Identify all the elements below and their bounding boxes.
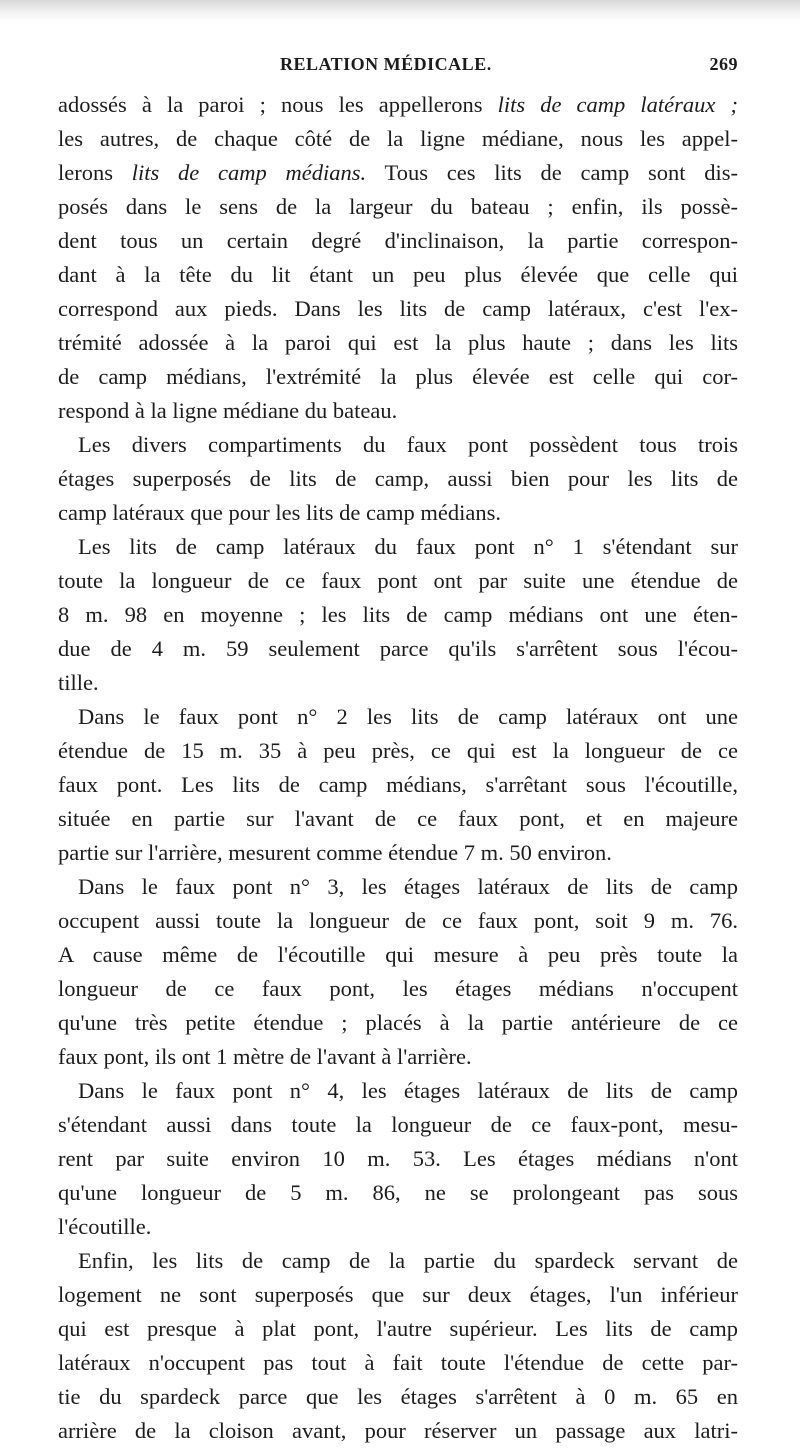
- text-line: Enfin, les lits de camp de la partie du spardeck servant de: [78, 1248, 738, 1273]
- text-line: correspond aux pieds. Dans les lits de camp latéraux, c'est l'ex-: [58, 296, 738, 321]
- text-line: occupent aussi toute la longueur de ce faux pont, soit 9 m. 76.: [58, 908, 738, 933]
- text-line: posés dans le sens de la largeur du bateau ; enfin, ils possè-: [58, 194, 738, 219]
- text-line: partie sur l'arrière, mesurent comme étendue 7 m. 50 environ.: [58, 840, 612, 865]
- text-line: tille.: [58, 670, 99, 695]
- text-line: camp latéraux que pour les lits de camp médians.: [58, 500, 501, 525]
- text-line: latéraux n'occupent pas tout à fait toute l'étendue de cette par-: [58, 1350, 738, 1375]
- text-line: située en partie sur l'avant de ce faux pont, et en majeure: [58, 806, 738, 831]
- running-head: [58, 54, 738, 84]
- body-text: [58, 88, 738, 1448]
- text-line: Dans le faux pont n° 3, les étages latéraux de lits de camp: [78, 874, 738, 899]
- text-line: Dans le faux pont n° 4, les étages latéraux de lits de camp: [78, 1078, 738, 1103]
- text-line: dant à la tête du lit étant un peu plus élevée que celle qui: [58, 262, 738, 287]
- text-line: tie du spardeck parce que les étages s'arrêtent à 0 m. 65 en: [58, 1384, 738, 1409]
- italic-term: lits de camp latéraux ;: [497, 92, 738, 117]
- text-line: faux pont, ils ont 1 mètre de l'avant à l'arrière.: [58, 1044, 472, 1069]
- italic-term: lits de camp médians.: [131, 160, 367, 185]
- text-line: étendue de 15 m. 35 à peu près, ce qui est la longueur de ce: [58, 738, 738, 763]
- text-line: étages superposés de lits de camp, aussi bien pour les lits de: [58, 466, 738, 491]
- text-line: 8 m. 98 en moyenne ; les lits de camp médians ont une éten-: [58, 602, 738, 627]
- text-line: toute la longueur de ce faux pont ont par suite une étendue de: [58, 568, 738, 593]
- text-line: Dans le faux pont n° 2 les lits de camp latéraux ont une: [78, 704, 738, 729]
- text-line: due de 4 m. 59 seulement parce qu'ils s'arrêtent sous l'écou-: [58, 636, 738, 661]
- text-line: lerons lits de camp médians. Tous ces lits de camp sont dis-: [58, 160, 738, 185]
- text-line: Les divers compartiments du faux pont possèdent tous trois: [78, 432, 738, 457]
- text-line: qu'une longueur de 5 m. 86, ne se prolongeant pas sous: [58, 1180, 738, 1205]
- text-line: l'écoutille.: [58, 1214, 152, 1239]
- text-line: qu'une très petite étendue ; placés à la partie antérieure de ce: [58, 1010, 738, 1035]
- page-number: 269: [709, 54, 738, 74]
- text-line: arrière de la cloison avant, pour réserver un passage aux latri-: [58, 1418, 738, 1443]
- text-line: rent par suite environ 10 m. 53. Les étages médians n'ont: [58, 1146, 738, 1171]
- text-line: faux pont. Les lits de camp médians, s'arrêtant sous l'écoutille,: [58, 772, 738, 797]
- text-line: longueur de ce faux pont, les étages médians n'occupent: [58, 976, 738, 1001]
- text-line: s'étendant aussi dans toute la longueur de ce faux-pont, mesu-: [58, 1112, 738, 1137]
- text-line: qui est presque à plat pont, l'autre supérieur. Les lits de camp: [58, 1316, 738, 1341]
- text-line: respond à la ligne médiane du bateau.: [58, 398, 398, 423]
- text-line: dent tous un certain degré d'inclinaison, la partie correspon-: [58, 228, 738, 253]
- text-line: adossés à la paroi ; nous les appellerons lits de camp latéraux ;: [58, 92, 738, 117]
- running-title: RELATION MÉDICALE.: [280, 54, 492, 74]
- text-line: les autres, de chaque côté de la ligne médiane, nous les appel-: [58, 126, 738, 151]
- text-line: de camp médians, l'extrémité la plus élevée est celle qui cor-: [58, 364, 738, 389]
- text-line: logement ne sont superposés que sur deux étages, l'un inférieur: [58, 1282, 738, 1307]
- text-line: A cause même de l'écoutille qui mesure à peu près toute la: [58, 942, 738, 967]
- text-line: Les lits de camp latéraux du faux pont n° 1 s'étendant sur: [78, 534, 738, 559]
- text-line: trémité adossée à la paroi qui est la plus haute ; dans les lits: [58, 330, 738, 355]
